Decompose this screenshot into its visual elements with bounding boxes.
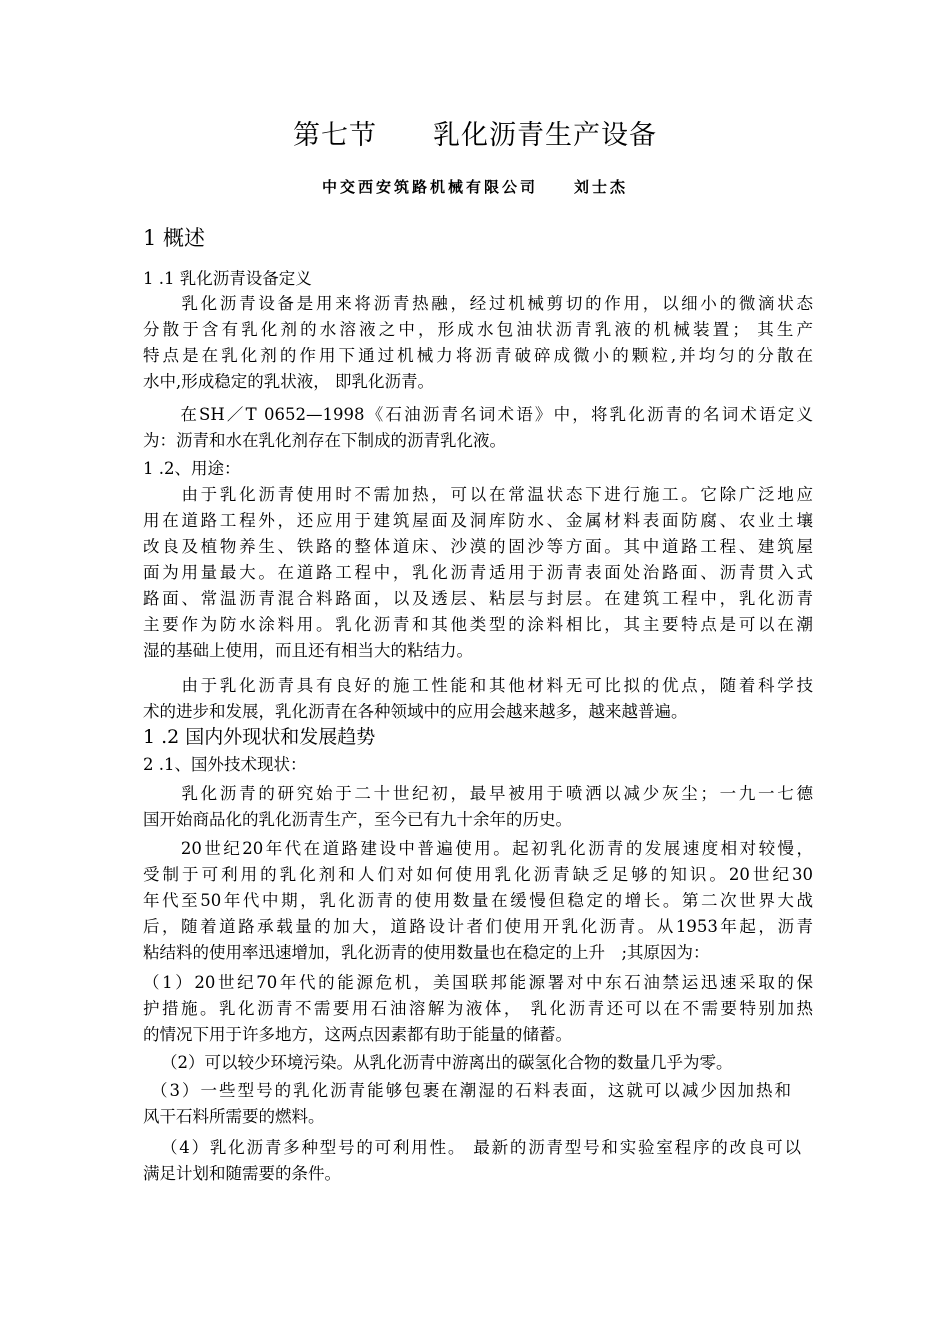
list-item-3: （3）一些型号的乳化沥青能够包裹在潮湿的石料表面，这就可以减少因加热和 <box>151 1081 791 1100</box>
paragraph-line: 的情况下用于许多地方，这两点因素都有助于能量的储蓄。 <box>143 1025 572 1044</box>
subheading-usage: 1 .2、用途： <box>143 459 241 478</box>
subheading-foreign-status: 2 .1、国外技术现状： <box>143 755 307 774</box>
paragraph-line: 后，随着道路承载量的加大，道路设计者们使用开乳化沥青。从1953年起，沥青 <box>143 917 813 936</box>
paragraph-line: 分散于含有乳化剂的水溶液之中，形成水包油状沥青乳液的机械装置； 其生产 <box>143 320 813 339</box>
author-line: 中交西安筑路机械有限公司 刘士杰 <box>321 178 628 196</box>
paragraph-line: 由于乳化沥青具有良好的施工性能和其他材料无可比拟的优点，随着科学技 <box>143 676 813 695</box>
paragraph-line: 改良及植物养生、铁路的整体道床、沙漠的固沙等方面。其中道路工程、建筑屋 <box>143 537 813 556</box>
paragraph-line: 乳化沥青的研究始于二十世纪初，最早被用于喷洒以减少灰尘；一九一七德 <box>143 784 813 803</box>
paragraph-line: 特点是在乳化剂的作用下通过机械力将沥青破碎成微小的颗粒,并均匀的分散在 <box>143 346 813 365</box>
paragraph-line: 国开始商品化的乳化沥青生产，至今已有九十余年的历史。 <box>143 810 572 829</box>
paragraph-line: 20世纪20年代在道路建设中普遍使用。起初乳化沥青的发展速度相对较慢， <box>143 839 813 858</box>
paragraph-line: 路面、常温沥青混合料路面，以及透层、粘层与封层。在建筑工程中，乳化沥青 <box>143 589 813 608</box>
paragraph-line: 粘结料的使用率迅速增加，乳化沥青的使用数量也在稳定的上升 ;其原因为： <box>143 943 710 962</box>
paragraph-line: 风干石料所需要的燃料。 <box>143 1107 325 1126</box>
paragraph-line: 满足计划和随需要的条件。 <box>143 1164 341 1183</box>
paragraph-line: 为：沥青和水在乳化剂存在下制成的沥青乳化液。 <box>143 431 506 450</box>
paragraph-line: 用在道路工程外，还应用于建筑屋面及洞库防水、金属材料表面防腐、农业土壤 <box>143 511 813 530</box>
subheading-status-trends: 1 .2 国内外现状和发展趋势 <box>143 726 376 748</box>
paragraph-line: 年代至50年代中期，乳化沥青的使用数量在缓慢但稳定的增长。第二次世界大战 <box>143 891 813 910</box>
paragraph-line: 面为用量最大。在道路工程中，乳化沥青适用于沥青表面处治路面、沥青贯入式 <box>143 563 813 582</box>
list-item-1: （1）20世纪70年代的能源危机，美国联邦能源署对中东石油禁运迅速采取的保 <box>143 973 813 992</box>
paragraph-line: 在SH／T 0652—1998《石油沥青名词术语》中，将乳化沥青的名词术语定义 <box>143 405 813 424</box>
list-item-4: （4）乳化沥青多种型号的可利用性。 最新的沥青型号和实验室程序的改良可以 <box>161 1138 801 1157</box>
list-item-2: （2）可以较少环境污染。从乳化沥青中游离出的碳氢化合物的数量几乎为零。 <box>161 1053 733 1072</box>
section-title: 第七节 乳化沥青生产设备 <box>293 120 657 151</box>
subheading-definition: 1 .1 乳化沥青设备定义 <box>143 269 312 288</box>
paragraph-line: 由于乳化沥青使用时不需加热，可以在常温状态下进行施工。它除广泛地应 <box>143 485 813 504</box>
paragraph-line: 主要作为防水涂料用。乳化沥青和其他类型的涂料相比，其主要特点是可以在潮 <box>143 615 813 634</box>
paragraph-line: 乳化沥青设备是用来将沥青热融，经过机械剪切的作用，以细小的微滴状态 <box>143 294 813 313</box>
paragraph-line: 湿的基础上使用，而且还有相当大的粘结力。 <box>143 641 473 660</box>
paragraph-line: 术的进步和发展，乳化沥青在各种领域中的应用会越来越多，越来越普遍。 <box>143 702 688 721</box>
paragraph-line: 护措施。乳化沥青不需要用石油溶解为液体， 乳化沥青还可以在不需要特别加热 <box>143 999 813 1018</box>
paragraph-line: 受制于可利用的乳化剂和人们对如何使用乳化沥青缺乏足够的知识。20世纪30 <box>143 865 813 884</box>
heading-overview: 1 概述 <box>143 226 206 250</box>
paragraph-line: 水中,形成稳定的乳状液， 即乳化沥青。 <box>143 372 434 391</box>
